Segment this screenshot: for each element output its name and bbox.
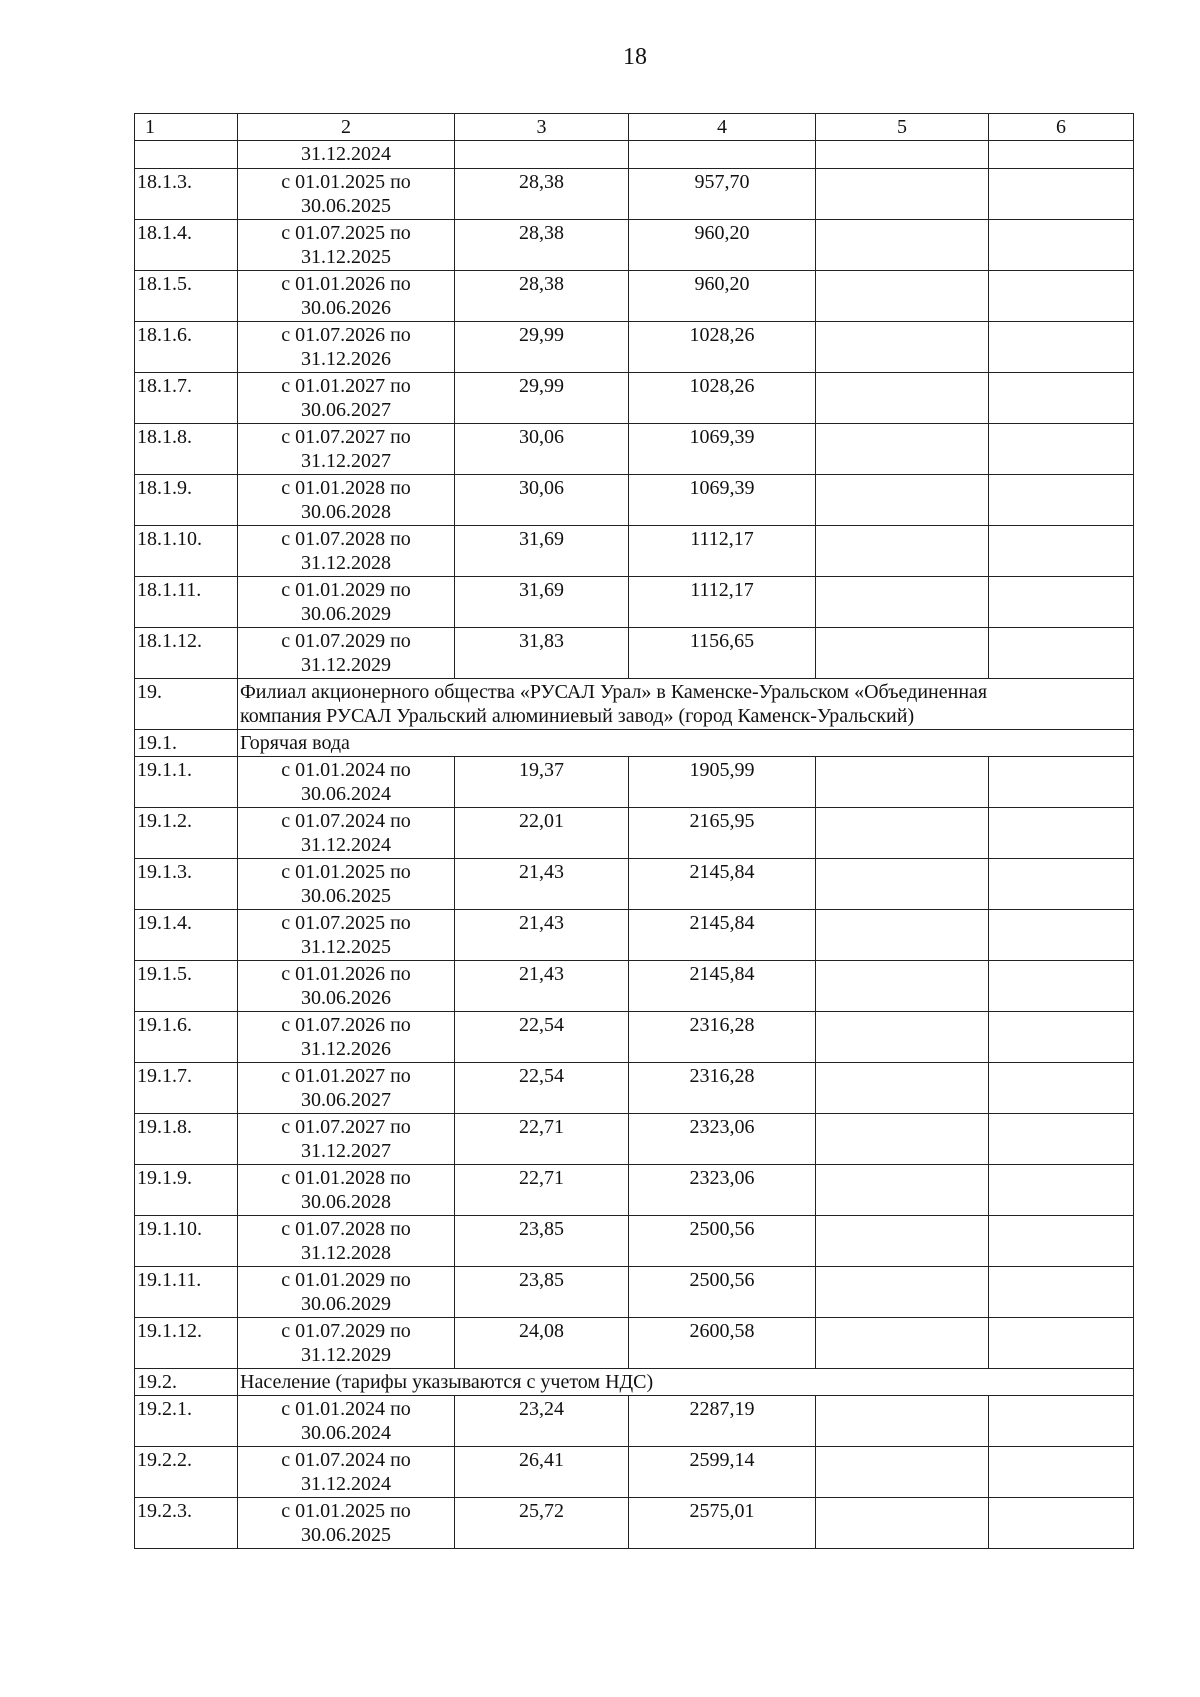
value-col3-cell: 23,85 — [455, 1267, 629, 1318]
empty-cell — [816, 1216, 989, 1267]
row-number-cell: 18.1.11. — [135, 577, 238, 628]
row-number-cell: 19.1.7. — [135, 1063, 238, 1114]
tariff-table — [134, 113, 1134, 1549]
empty-cell — [816, 1318, 989, 1369]
period-cell-line: с 01.01.2029 по — [281, 579, 411, 601]
table-row — [135, 322, 1134, 373]
period-cell — [238, 1063, 455, 1114]
row-number-cell: 18.1.6. — [135, 322, 238, 373]
page-number: 18 — [623, 44, 647, 70]
period-cell-line: 30.06.2026 — [301, 297, 391, 319]
period-cell-line: с 01.07.2027 по — [281, 426, 411, 448]
empty-cell — [816, 808, 989, 859]
value-col3-cell: 21,43 — [455, 961, 629, 1012]
period-cell-line: с 01.07.2025 по — [281, 222, 411, 244]
value-col4-cell: 1028,26 — [629, 322, 816, 373]
row-number-cell: 19.2.2. — [135, 1447, 238, 1498]
empty-cell — [816, 1447, 989, 1498]
period-cell — [238, 1012, 455, 1063]
period-cell — [238, 1267, 455, 1318]
empty-cell — [816, 961, 989, 1012]
table-row — [135, 628, 1134, 679]
period-cell-line: 31.12.2028 — [301, 1242, 391, 1264]
column-header: 4 — [629, 114, 816, 141]
period-cell-line: с 01.07.2025 по — [281, 912, 411, 934]
period-cell-line: с 01.07.2024 по — [281, 1449, 411, 1471]
empty-cell — [816, 424, 989, 475]
table-row — [135, 1318, 1134, 1369]
empty-cell — [989, 628, 1134, 679]
empty-cell — [989, 1396, 1134, 1447]
empty-cell — [816, 373, 989, 424]
empty-cell — [989, 424, 1134, 475]
period-cell-line: с 01.07.2024 по — [281, 810, 411, 832]
value-col4-cell: 1112,17 — [629, 577, 816, 628]
period-cell — [238, 1114, 455, 1165]
empty-cell — [989, 271, 1134, 322]
period-cell — [238, 628, 455, 679]
period-cell-line: 31.12.2026 — [301, 1038, 391, 1060]
period-cell — [238, 424, 455, 475]
value-col4-cell: 2165,95 — [629, 808, 816, 859]
section-title: Горячая вода — [238, 730, 1134, 757]
value-col4-cell: 2145,84 — [629, 910, 816, 961]
period-cell: 31.12.2024 — [238, 141, 455, 169]
row-number-cell: 19.1. — [135, 730, 238, 757]
period-cell-line: 31.12.2024 — [301, 1473, 391, 1495]
value-col3-cell: 22,54 — [455, 1012, 629, 1063]
value-col4-cell: 2145,84 — [629, 859, 816, 910]
period-cell-line: 31.12.2027 — [301, 450, 391, 472]
period-cell-line: с 01.01.2024 по — [281, 759, 411, 781]
empty-cell — [989, 757, 1134, 808]
section-title-line: компания РУСАЛ Уральский алюминиевый завод» (город Каменск-Уральский) — [240, 705, 915, 727]
table-row — [135, 1267, 1134, 1318]
period-cell — [238, 808, 455, 859]
row-number-cell: 19.1.9. — [135, 1165, 238, 1216]
value-col3-cell: 31,69 — [455, 526, 629, 577]
table-row — [135, 808, 1134, 859]
value-col4-cell: 2575,01 — [629, 1498, 816, 1549]
table-row — [135, 169, 1134, 220]
table-row — [135, 1498, 1134, 1549]
value-col3-cell: 29,99 — [455, 322, 629, 373]
row-number-cell: 19.1.3. — [135, 859, 238, 910]
empty-cell — [816, 271, 989, 322]
table-row — [135, 220, 1134, 271]
period-cell-line: с 01.01.2026 по — [281, 963, 411, 985]
row-number-cell: 19.1.8. — [135, 1114, 238, 1165]
period-cell-line: с 01.01.2028 по — [281, 1167, 411, 1189]
empty-cell — [989, 961, 1134, 1012]
value-col4-cell: 2287,19 — [629, 1396, 816, 1447]
period-cell-line: 31.12.2026 — [301, 348, 391, 370]
period-cell — [238, 757, 455, 808]
period-cell-line: 31.12.2027 — [301, 1140, 391, 1162]
period-cell-line: с 01.01.2027 по — [281, 375, 411, 397]
table-row — [135, 424, 1134, 475]
row-number-cell: 19.2.3. — [135, 1498, 238, 1549]
period-cell-line: 30.06.2025 — [301, 1524, 391, 1546]
value-col4-cell: 2599,14 — [629, 1447, 816, 1498]
empty-cell — [816, 1396, 989, 1447]
empty-cell — [989, 475, 1134, 526]
period-cell-line: 30.06.2028 — [301, 501, 391, 523]
period-cell-line: с 01.01.2024 по — [281, 1398, 411, 1420]
organization-row — [135, 679, 1134, 730]
table-row — [135, 1012, 1134, 1063]
period-cell-line: 30.06.2027 — [301, 1089, 391, 1111]
period-cell-line: 30.06.2027 — [301, 399, 391, 421]
row-number-cell: 19.1.2. — [135, 808, 238, 859]
period-cell-line: с 01.07.2026 по — [281, 1014, 411, 1036]
period-cell-line: 31.12.2025 — [301, 936, 391, 958]
value-col3-cell: 21,43 — [455, 859, 629, 910]
period-cell-line: с 01.01.2026 по — [281, 273, 411, 295]
empty-cell — [816, 475, 989, 526]
table-row — [135, 373, 1134, 424]
empty-cell — [989, 577, 1134, 628]
period-cell-line: 31.12.2029 — [301, 1344, 391, 1366]
empty-cell — [989, 1318, 1134, 1369]
period-cell-line: 30.06.2025 — [301, 885, 391, 907]
period-cell — [238, 961, 455, 1012]
empty-cell — [816, 910, 989, 961]
empty-cell — [816, 526, 989, 577]
value-col4-cell: 1156,65 — [629, 628, 816, 679]
period-cell-line: 31.12.2024 — [301, 834, 391, 856]
period-cell — [238, 1447, 455, 1498]
row-number-cell: 18.1.3. — [135, 169, 238, 220]
section-row — [135, 730, 1134, 757]
period-cell-line: с 01.01.2029 по — [281, 1269, 411, 1291]
value-col3-cell: 22,54 — [455, 1063, 629, 1114]
period-cell-line: с 01.07.2026 по — [281, 324, 411, 346]
value-col4-cell: 960,20 — [629, 220, 816, 271]
row-number-cell: 18.1.8. — [135, 424, 238, 475]
row-number-cell: 19.1.1. — [135, 757, 238, 808]
section-title: Население (тарифы указываются с учетом НДС) — [238, 1369, 1134, 1396]
value-col3-cell: 26,41 — [455, 1447, 629, 1498]
row-number-cell: 19. — [135, 679, 238, 730]
value-col3-cell: 31,69 — [455, 577, 629, 628]
empty-cell — [989, 1063, 1134, 1114]
empty-cell — [816, 322, 989, 373]
table-row — [135, 1114, 1134, 1165]
period-cell — [238, 1216, 455, 1267]
empty-cell — [816, 1498, 989, 1549]
row-number-cell: 18.1.4. — [135, 220, 238, 271]
row-number-cell: 19.1.6. — [135, 1012, 238, 1063]
row-number-cell: 18.1.12. — [135, 628, 238, 679]
period-cell — [238, 1498, 455, 1549]
value-col3-cell: 28,38 — [455, 220, 629, 271]
value-col4-cell: 1028,26 — [629, 373, 816, 424]
table-row — [135, 526, 1134, 577]
value-col3-cell: 25,72 — [455, 1498, 629, 1549]
value-col3-cell: 31,83 — [455, 628, 629, 679]
value-col4-cell: 960,20 — [629, 271, 816, 322]
empty-cell — [989, 808, 1134, 859]
value-col3-cell: 23,85 — [455, 1216, 629, 1267]
table-row — [135, 757, 1134, 808]
empty-cell — [816, 1165, 989, 1216]
row-number-cell: 18.1.10. — [135, 526, 238, 577]
table-row — [135, 910, 1134, 961]
empty-cell — [989, 910, 1134, 961]
column-header: 1 — [135, 114, 238, 141]
empty-cell — [816, 628, 989, 679]
period-cell — [238, 1396, 455, 1447]
empty-cell — [816, 1267, 989, 1318]
empty-cell — [989, 1114, 1134, 1165]
header-row — [135, 114, 1134, 141]
period-cell-line: с 01.07.2028 по — [281, 528, 411, 550]
empty-cell — [989, 1498, 1134, 1549]
section-title — [238, 679, 1134, 730]
period-cell-line: с 01.01.2027 по — [281, 1065, 411, 1087]
period-cell-line: с 01.01.2025 по — [281, 171, 411, 193]
period-cell-line: 31.12.2029 — [301, 654, 391, 676]
value-col4-cell: 2316,28 — [629, 1063, 816, 1114]
period-cell-line: 30.06.2024 — [301, 1422, 391, 1444]
empty-cell — [989, 859, 1134, 910]
column-header: 6 — [989, 114, 1134, 141]
value-col4-cell: 1069,39 — [629, 424, 816, 475]
period-cell-line: 30.06.2029 — [301, 1293, 391, 1315]
value-col3-cell: 21,43 — [455, 910, 629, 961]
continuation-row — [135, 141, 1134, 169]
period-cell — [238, 475, 455, 526]
period-cell-line: 31.12.2025 — [301, 246, 391, 268]
row-number-cell: 19.1.12. — [135, 1318, 238, 1369]
column-header: 2 — [238, 114, 455, 141]
empty-cell — [816, 141, 989, 169]
row-number-cell: 18.1.5. — [135, 271, 238, 322]
row-number-cell: 19.1.11. — [135, 1267, 238, 1318]
empty-cell — [989, 373, 1134, 424]
period-cell — [238, 322, 455, 373]
period-cell — [238, 1165, 455, 1216]
period-cell-line: с 01.07.2027 по — [281, 1116, 411, 1138]
value-col3-cell: 30,06 — [455, 424, 629, 475]
period-cell-line: с 01.01.2028 по — [281, 477, 411, 499]
empty-cell — [989, 1447, 1134, 1498]
empty-cell — [816, 169, 989, 220]
empty-cell — [816, 1012, 989, 1063]
section-title-line: Филиал акционерного общества «РУСАЛ Урал» в Каменске-Уральском «Объединенная — [240, 681, 988, 703]
value-col4-cell: 2500,56 — [629, 1267, 816, 1318]
period-cell — [238, 169, 455, 220]
value-col3-cell: 22,71 — [455, 1165, 629, 1216]
empty-cell — [816, 859, 989, 910]
table-row — [135, 1216, 1134, 1267]
period-cell — [238, 910, 455, 961]
period-cell-line: 30.06.2029 — [301, 603, 391, 625]
value-col3-cell: 23,24 — [455, 1396, 629, 1447]
value-col3-cell: 24,08 — [455, 1318, 629, 1369]
period-cell-line: с 01.01.2025 по — [281, 1500, 411, 1522]
period-cell-line: 30.06.2026 — [301, 987, 391, 1009]
value-col4-cell: 1112,17 — [629, 526, 816, 577]
value-col4-cell: 2323,06 — [629, 1165, 816, 1216]
table-row — [135, 859, 1134, 910]
empty-cell — [989, 1216, 1134, 1267]
period-cell-line: с 01.07.2029 по — [281, 1320, 411, 1342]
value-col4-cell: 1069,39 — [629, 475, 816, 526]
section-row — [135, 1369, 1134, 1396]
empty-cell — [816, 220, 989, 271]
period-cell — [238, 373, 455, 424]
table-row — [135, 1396, 1134, 1447]
value-col3-cell: 22,71 — [455, 1114, 629, 1165]
value-col4-cell: 1905,99 — [629, 757, 816, 808]
table-row — [135, 1165, 1134, 1216]
table-row — [135, 271, 1134, 322]
empty-cell — [816, 577, 989, 628]
value-col4-cell: 2145,84 — [629, 961, 816, 1012]
period-cell — [238, 526, 455, 577]
value-col4-cell: 2600,58 — [629, 1318, 816, 1369]
value-col3-cell: 30,06 — [455, 475, 629, 526]
empty-cell — [989, 1012, 1134, 1063]
value-col3-cell: 28,38 — [455, 169, 629, 220]
value-col4-cell: 2316,28 — [629, 1012, 816, 1063]
empty-cell — [816, 757, 989, 808]
column-header: 5 — [816, 114, 989, 141]
period-cell — [238, 577, 455, 628]
period-cell-line: 30.06.2025 — [301, 195, 391, 217]
empty-cell — [989, 169, 1134, 220]
row-number-cell: 18.1.7. — [135, 373, 238, 424]
period-cell — [238, 271, 455, 322]
value-col3-cell: 29,99 — [455, 373, 629, 424]
value-col3-cell: 28,38 — [455, 271, 629, 322]
empty-cell — [989, 220, 1134, 271]
table-row — [135, 961, 1134, 1012]
period-cell-line: 31.12.2028 — [301, 552, 391, 574]
value-col3-cell: 19,37 — [455, 757, 629, 808]
value-col4-cell: 2500,56 — [629, 1216, 816, 1267]
period-cell — [238, 859, 455, 910]
period-cell-line: 30.06.2024 — [301, 783, 391, 805]
row-number-cell: 19.2. — [135, 1369, 238, 1396]
row-number-cell — [135, 141, 238, 169]
table-row — [135, 475, 1134, 526]
value-col4-cell: 957,70 — [629, 169, 816, 220]
table-row — [135, 577, 1134, 628]
row-number-cell: 19.2.1. — [135, 1396, 238, 1447]
row-number-cell: 18.1.9. — [135, 475, 238, 526]
row-number-cell: 19.1.10. — [135, 1216, 238, 1267]
empty-cell — [989, 322, 1134, 373]
table-row — [135, 1447, 1134, 1498]
period-cell-line: с 01.07.2029 по — [281, 630, 411, 652]
table-row — [135, 1063, 1134, 1114]
empty-cell — [455, 141, 629, 169]
row-number-cell: 19.1.5. — [135, 961, 238, 1012]
value-col3-cell: 22,01 — [455, 808, 629, 859]
period-cell — [238, 1318, 455, 1369]
column-header: 3 — [455, 114, 629, 141]
value-col4-cell: 2323,06 — [629, 1114, 816, 1165]
period-cell-line: 30.06.2028 — [301, 1191, 391, 1213]
empty-cell — [816, 1114, 989, 1165]
empty-cell — [989, 141, 1134, 169]
period-cell-line: с 01.01.2025 по — [281, 861, 411, 883]
period-cell — [238, 220, 455, 271]
empty-cell — [629, 141, 816, 169]
empty-cell — [989, 526, 1134, 577]
empty-cell — [989, 1267, 1134, 1318]
empty-cell — [989, 1165, 1134, 1216]
empty-cell — [816, 1063, 989, 1114]
period-cell-line: с 01.07.2028 по — [281, 1218, 411, 1240]
row-number-cell: 19.1.4. — [135, 910, 238, 961]
